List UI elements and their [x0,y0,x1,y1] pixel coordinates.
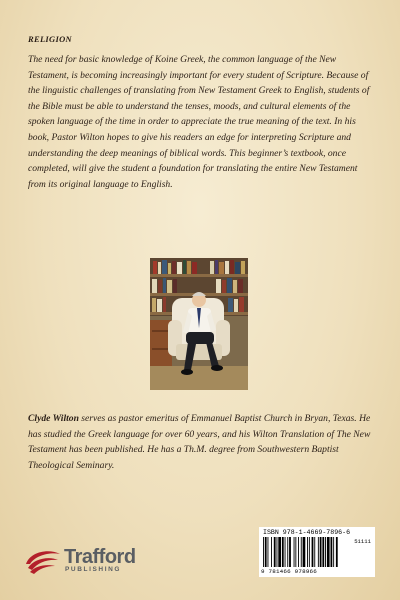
barcode-bar [336,537,338,567]
barcode-bar [265,537,267,567]
author-name: Clyde Wilton [28,413,79,424]
author-photo [150,258,248,390]
barcode-bar [309,537,310,567]
price-code: 51111 [354,538,371,545]
barcode-bar [289,537,291,567]
author-bio [28,411,372,473]
barcode-bar [298,537,299,567]
barcode-bar [277,537,278,567]
isbn-number: ISBN 978-1-4669-7896-6 [263,529,351,536]
barcode-bar [263,537,264,567]
barcode-bar [314,537,315,567]
barcode-bar [331,537,333,567]
barcode-bar [295,537,296,567]
publisher-name: Trafford [64,546,136,568]
barcode-bar [327,537,330,567]
barcode-bar [285,537,286,567]
author-bio-text: serves as pastor emeritus of Emmanuel Baptist Church in Bryan, Texas. He has studied the Greek language for over 60 years, and his Wilton Translation of The New Testament has been published. He has a Th.M. degree from Southwestern Baptist Theological Seminary. [28,413,371,471]
barcode-bar [301,537,302,567]
barcode-bar [303,537,306,567]
barcode-bar [318,537,319,567]
barcode-bar [325,537,326,567]
barcode-bar [287,537,288,567]
barcode-bar [282,537,284,567]
barcode-bar [312,537,314,567]
barcode-bar [274,537,276,567]
isbn-barcode [259,527,375,577]
barcode-bar [322,537,324,567]
barcode-bar [278,537,281,567]
publisher-sub: PUBLISHING [65,566,122,573]
barcode-bar [307,537,308,567]
barcode-bar [333,537,334,567]
barcode-bar [320,537,322,567]
barcode-bar [271,537,272,567]
publisher-logo [24,546,164,576]
trafford-swoosh-icon [24,546,62,576]
category-label: RELIGION [28,34,72,44]
barcode-bars [261,537,373,567]
barcode-digits: 9 781466 978966 [261,568,318,575]
barcode-bar [294,537,295,567]
barcode-bar [268,537,269,567]
book-description: The need for basic knowledge of Koine Greek, the common language of the New Testament, is becoming increasingly important for every student of Scripture. Because of the linguistic challenges of translating from New Testament Greek to English, students of the Bible must be able to understand the tenses, moods, and cultural elements of the spoken language of the time in order to appreciate the true meaning of the text. In his book, Pastor Wilton hopes to give his readers an edge for interpreting Scripture and understanding the deep meanings of biblical words. This beginner’s textbook, once completed, will give the student a foundation for translating the entire New Testament from its original language to English. [28,54,370,190]
